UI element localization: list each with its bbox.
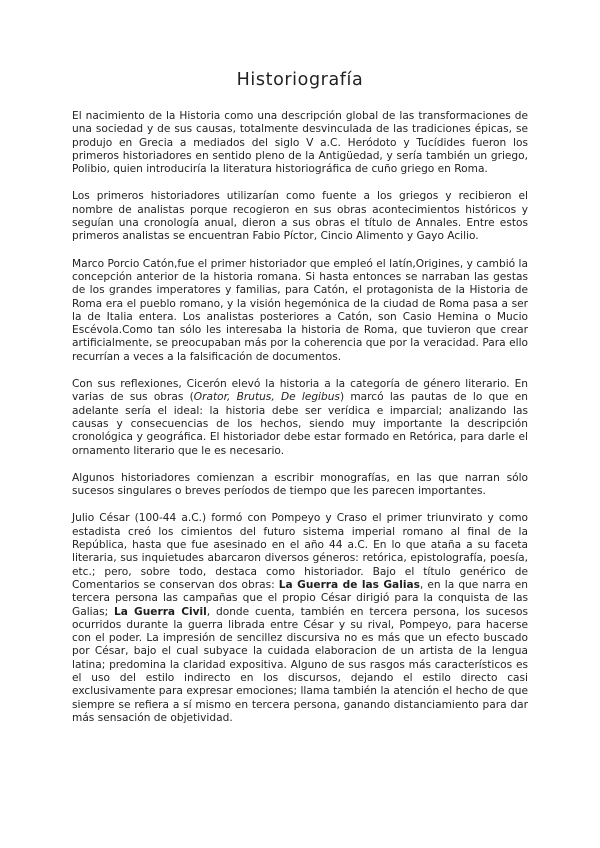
cesar-text-middle: , en la que narra en tercera persona las campañas que el propio César dirigió para la conquista de las Galias;	[72, 578, 528, 618]
ciceron-works: Orator, Brutus, De legibus	[193, 391, 340, 404]
paragraph-caton: Marco Porcio Catón,fue el primer historiador que empleó el latín,Origines, y cambió la concepción anterior de la historia romana. Si hasta entonces se narraban las gestas de los grandes imperatores y familias, para Catón, el protagonista de la Historia de Roma era el pueblo romano, y la visión hegemónica de la ciudad de Roma pasa a ser la de Italia entera. Los analistas posteriores a Catón, son Casio Hemina o Mucio Escévola.Como tan sólo les interesaba la historia de Roma, que tuvieron que crear artificialmente, se preocupaban más por la coherencia que por la veracidad. Para ello recurrían a veces a la falsificación de documentos.	[72, 257, 528, 363]
document-body	[72, 110, 528, 739]
paragraph-ciceron	[72, 378, 528, 458]
paragraph-greek-origins: El nacimiento de la Historia como una descripción global de las transformaciones de una sociedad y de sus causas, totalmente desvinculada de las tradiciones épicas, se produjo en Grecia a mediados del siglo V a.C. Heródoto y Tucídides fueron los primeros historiadores en sentido pleno de la Antigüedad, y sería también un griego, Polibio, quien introduciría la literatura historiográfica de cuño griego en Roma.	[72, 110, 528, 176]
ciceron-text-start: Con sus reflexiones, Cicerón elevó la historia a la categoría de género literario. En varias de sus obras (	[72, 378, 528, 404]
page-title: Historiografía	[236, 70, 364, 90]
cesar-work-civil: La Guerra Civil	[114, 605, 207, 618]
cesar-work-galias: La Guerra de las Galias	[278, 578, 420, 591]
cesar-text-start: Julio César (100-44 a.C.) formó con Pompeyo y Craso el primer triunvirato y como estadista creó los cimientos del futuro sistema imperial romano al final de la República, hasta que fue asesinado en el año 44 a.C. En lo que ataña a su faceta literaria, sus inquietudes abarcaron diversos géneros: retórica, epistolografía, poesía, etc.; pero, sobre todo, destaca como historiador. Bajo el título genérico de Comentarios se conservan dos obras:	[72, 512, 528, 591]
ciceron-text-end: ) marcó las pautas de lo que en adelante sería el ideal: la historia debe ser verídica e imparcial; analizando las causas y consecuencias de los hechos, siendo muy importante la descripción cronológica y geográfica. El historiador debe estar formado en Retórica, para darle el ornamento literario que le es necesario.	[72, 391, 528, 457]
paragraph-monographs: Algunos historiadores comienzan a escribir monografías, en las que narran sólo sucesos singulares o breves períodos de tiempo que les parecen importantes.	[72, 471, 528, 498]
paragraph-analysts: Los primeros historiadores utilizarían como fuente a los griegos y recibieron el nombre de analistas porque recogieron en sus obras acontecimientos históricos y seguían una cronología anual, dieron a sus obras el título de Annales. Entre estos primeros analistas se encuentran Fabio Píctor, Cincio Alimento y Gayo Acilio.	[72, 190, 528, 243]
cesar-text-end: , donde cuenta, también en tercera persona, los sucesos ocurridos durante la guerra librada entre César y su rival, Pompeyo, para hacerse con el poder. La impresión de sencillez discursiva no es más que un efecto buscado por César, bajo el cual subyace la cuidada elaboracion de un artista de la lengua latina; predomina la claridad expositiva. Alguno de sus rasgos más característicos es el uso del estilo indirecto en los discursos, dejando el estilo directo casi exclusivamente para expresar emociones; llama también la atención el hecho de que siempre se refiera a sí mismo en tercera persona, ganando distanciamiento para dar más sensación de objetividad.	[72, 605, 529, 724]
paragraph-julio-cesar	[72, 512, 528, 725]
